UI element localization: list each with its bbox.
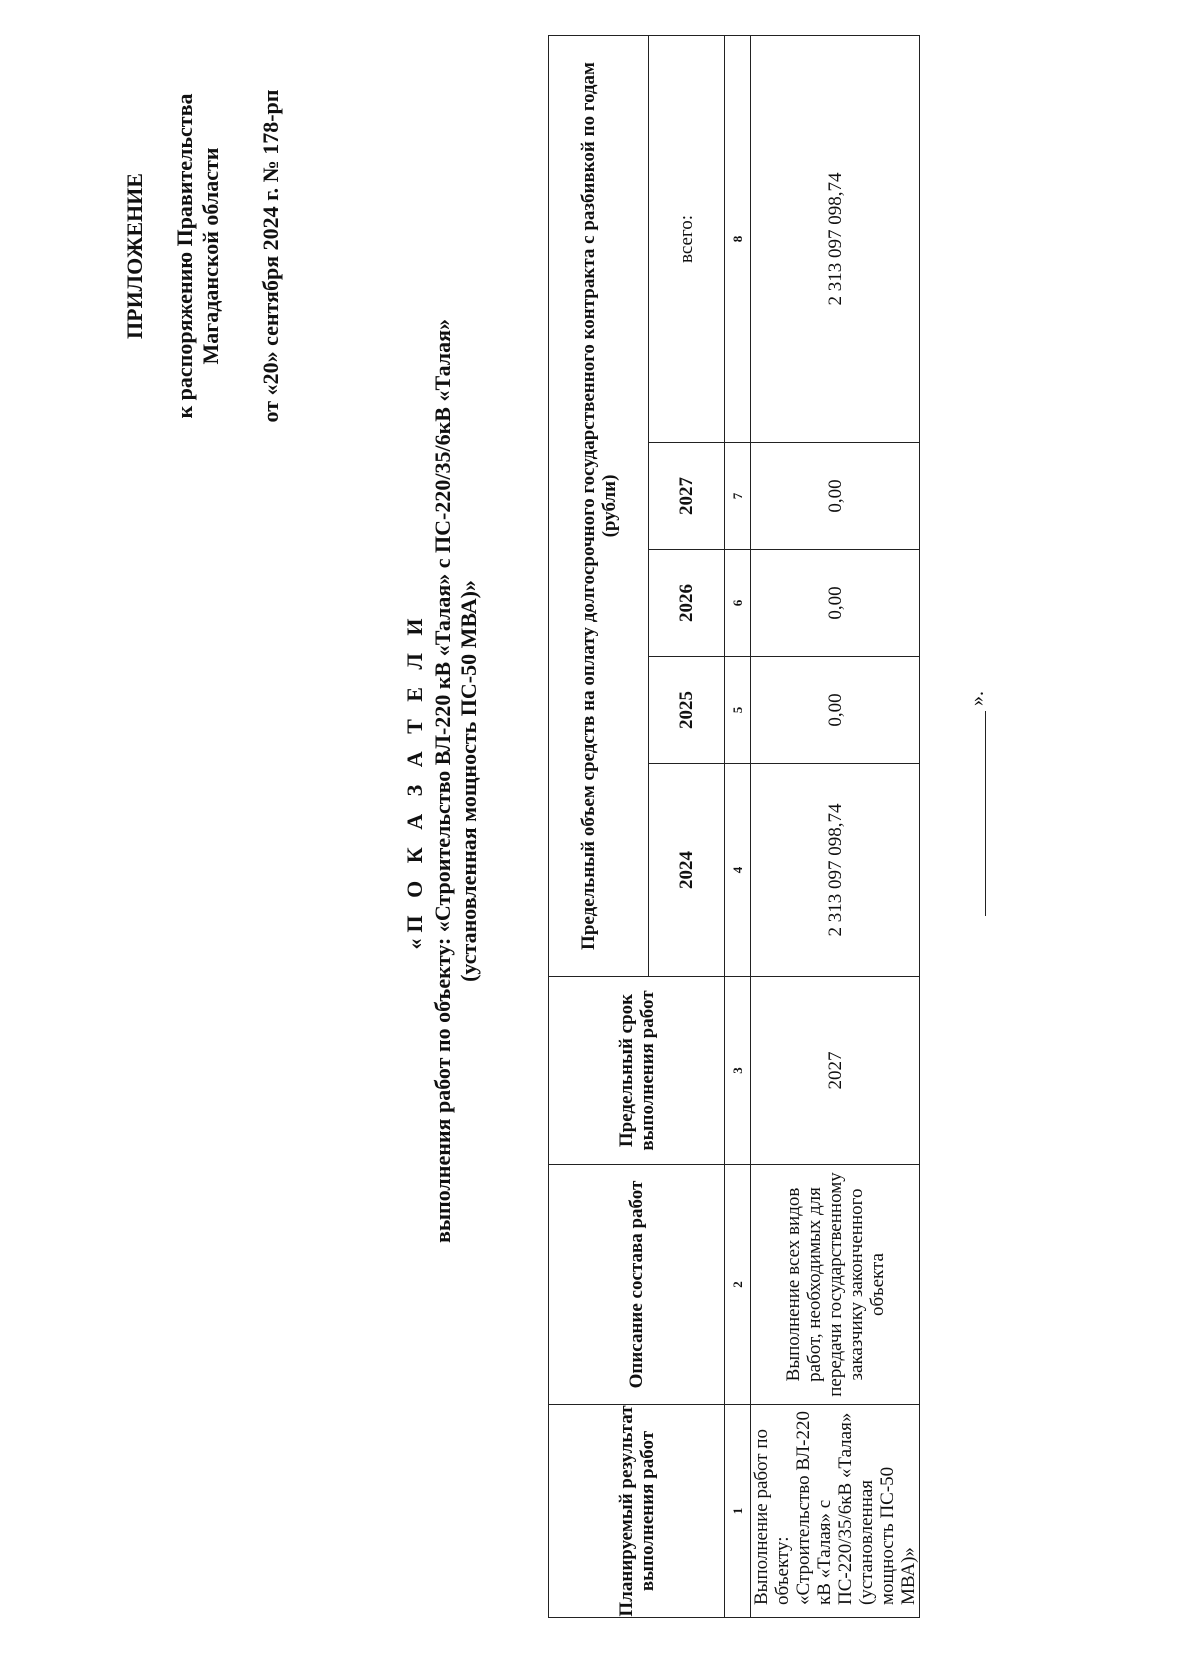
header-year-2024: 2024 xyxy=(649,764,725,977)
header-total: всего: xyxy=(649,35,725,442)
cell-amount-total: 2 313 097 098,74 xyxy=(751,35,920,442)
table-row xyxy=(751,35,920,1617)
column-number-row xyxy=(725,35,751,1617)
appendix-date-number: от «20» сентября 2024 г. № 178-рп xyxy=(258,89,283,423)
column-number: 4 xyxy=(725,764,751,977)
cell-deadline: 2027 xyxy=(751,977,920,1165)
column-number: 2 xyxy=(725,1165,751,1405)
indicators-table xyxy=(548,35,920,1618)
cell-amount-2024: 2 313 097 098,74 xyxy=(751,764,920,977)
document-heading xyxy=(402,166,482,1396)
cell-work-description: Выполнение всех видов работ, необходимых для передачи государственному заказчику законченного объекта xyxy=(751,1165,920,1405)
column-number: 6 xyxy=(725,550,751,657)
column-number: 1 xyxy=(725,1405,751,1618)
cell-amount-2026: 0,00 xyxy=(751,550,920,657)
appendix-title: ПРИЛОЖЕНИЕ xyxy=(122,173,147,339)
cell-amount-2025: 0,00 xyxy=(751,657,920,764)
closing-line xyxy=(985,711,986,916)
closing-quote: ». xyxy=(966,691,988,706)
column-number: 8 xyxy=(725,35,751,442)
heading-title: «П О К А З А Т Е Л И xyxy=(402,612,427,950)
column-number: 5 xyxy=(725,657,751,764)
appendix-line-1: к распоряжению Правительства xyxy=(172,93,197,419)
header-planned-result: Планируемый результат выполнения работ xyxy=(549,1405,725,1618)
header-year-2026: 2026 xyxy=(649,550,725,657)
heading-subtitle-2: (установленная мощность ПС-50 МВА)» xyxy=(456,580,481,982)
header-year-2025: 2025 xyxy=(649,657,725,764)
header-work-description: Описание состава работ xyxy=(549,1165,725,1405)
header-funding-group: Предельный объем средств на оплату долгосрочного государственного контракта с разбивкой по годам (рубли) xyxy=(549,35,649,976)
header-year-2027: 2027 xyxy=(649,443,725,550)
header-deadline: Предельный срок выполнения работ xyxy=(549,977,725,1165)
heading-subtitle: выполнения работ по объекту: «Строительство ВЛ-220 кВ «Талая» с ПС-220/35/6кВ «Талая» xyxy=(430,318,455,1244)
appendix-line-2: Магаданской области xyxy=(198,147,223,365)
cell-amount-2027: 0,00 xyxy=(751,443,920,550)
column-number: 7 xyxy=(725,443,751,550)
column-number: 3 xyxy=(725,977,751,1165)
cell-planned-result: Выполнение работ по объекту: «Строительство ВЛ-220 кВ «Талая» с ПС-220/35/6кВ «Талая» (установленная мощность ПС-50 МВА)» xyxy=(751,1405,920,1618)
